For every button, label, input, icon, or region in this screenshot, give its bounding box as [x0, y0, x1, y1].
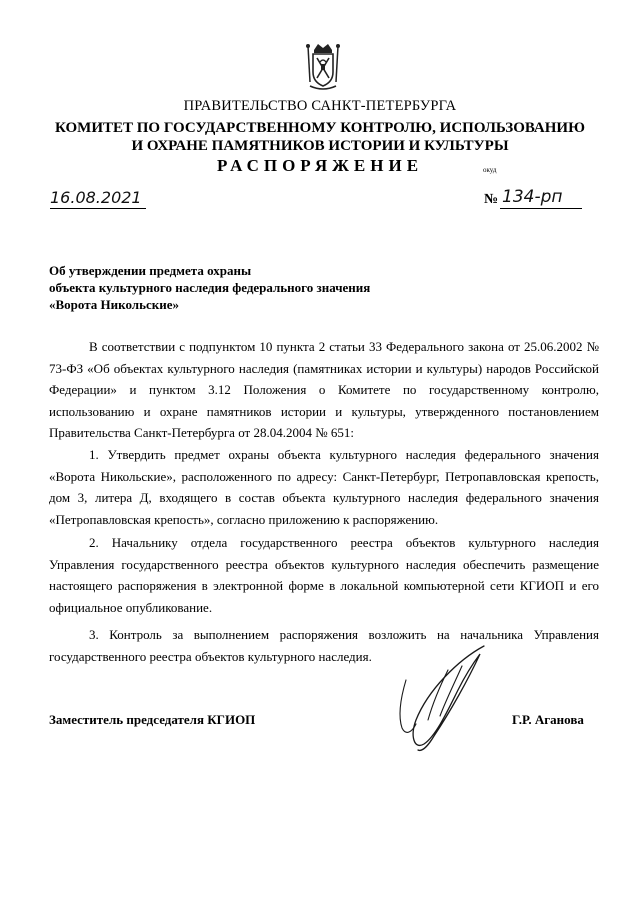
item-3-paragraph: [49, 624, 599, 667]
item-2-paragraph: [49, 532, 599, 618]
subject-block: [49, 262, 370, 313]
number-underline: [500, 208, 582, 209]
government-heading: ПРАВИТЕЛЬСТВО САНКТ-ПЕТЕРБУРГА: [183, 98, 457, 114]
document-type-title: РАСПОРЯЖЕНИЕ: [216, 156, 424, 175]
subject-line-3: «Ворота Никольские»: [49, 297, 179, 312]
item-1-paragraph: [49, 444, 599, 530]
signatory-name: Г.Р. Аганова: [512, 712, 584, 727]
intro-paragraph: [49, 336, 599, 444]
subject-line-2: объекта культурного наследия федерального значения: [49, 280, 371, 295]
date-underline: [50, 208, 146, 209]
item-1-text: 1. Утвердить предмет охраны объекта культурного наследия федерального значения «Ворота Никольские», расположенного по адресу: Санкт-Петербург, Петропавловская крепость, дом 3, литера Д, входящего в состав объекта культурного наследия федерального значения «Петропавловская крепость», согласно приложению к распоряжению.: [49, 447, 599, 527]
signatory-role: Заместитель председателя КГИОП: [49, 712, 256, 727]
coat-of-arms-icon: [298, 42, 348, 92]
item-2-text: 2. Начальнику отдела государственного реестра объектов культурного наследия Управления государственного реестра объектов культурного наследия обеспечить размещение настоящего распоряжения в электронной форме в локальной компьютерной сети КГИОП и его официальное опубликование.: [49, 535, 599, 615]
order-number: 134-рп: [502, 187, 563, 207]
handwritten-signature: [388, 640, 498, 760]
committee-line-2: И ОХРАНЕ ПАМЯТНИКОВ ИСТОРИИ И КУЛЬТУРЫ: [131, 138, 509, 154]
committee-line-1: КОМИТЕТ ПО ГОСУДАРСТВЕННОМУ КОНТРОЛЮ, ИСПОЛЬЗОВАНИЮ: [55, 120, 585, 136]
item-3-text: 3. Контроль за выполнением распоряжения возложить на начальника Управления государственного реестра объектов культурного наследия.: [49, 627, 599, 664]
okud-label: окуд: [483, 166, 497, 174]
number-prefix: №: [484, 192, 499, 207]
committee-heading: [0, 119, 640, 155]
subject-line-1: Об утверждении предмета охраны: [49, 263, 252, 278]
intro-text: В соответствии с подпунктом 10 пункта 2 статьи 33 Федерального закона от 25.06.2002 № 73-ФЗ «Об объектах культурного наследия (памятниках истории и культуры) народов Российской Федерации» и пунктом 3.12 Положения о Комитете по государственному контролю, использованию и охране памятников истории и культуры, утвержденного постановлением Правительства Санкт-Петербурга от 28.04.2004 № 651:: [49, 339, 599, 441]
order-date: 16.08.2021: [50, 188, 142, 207]
